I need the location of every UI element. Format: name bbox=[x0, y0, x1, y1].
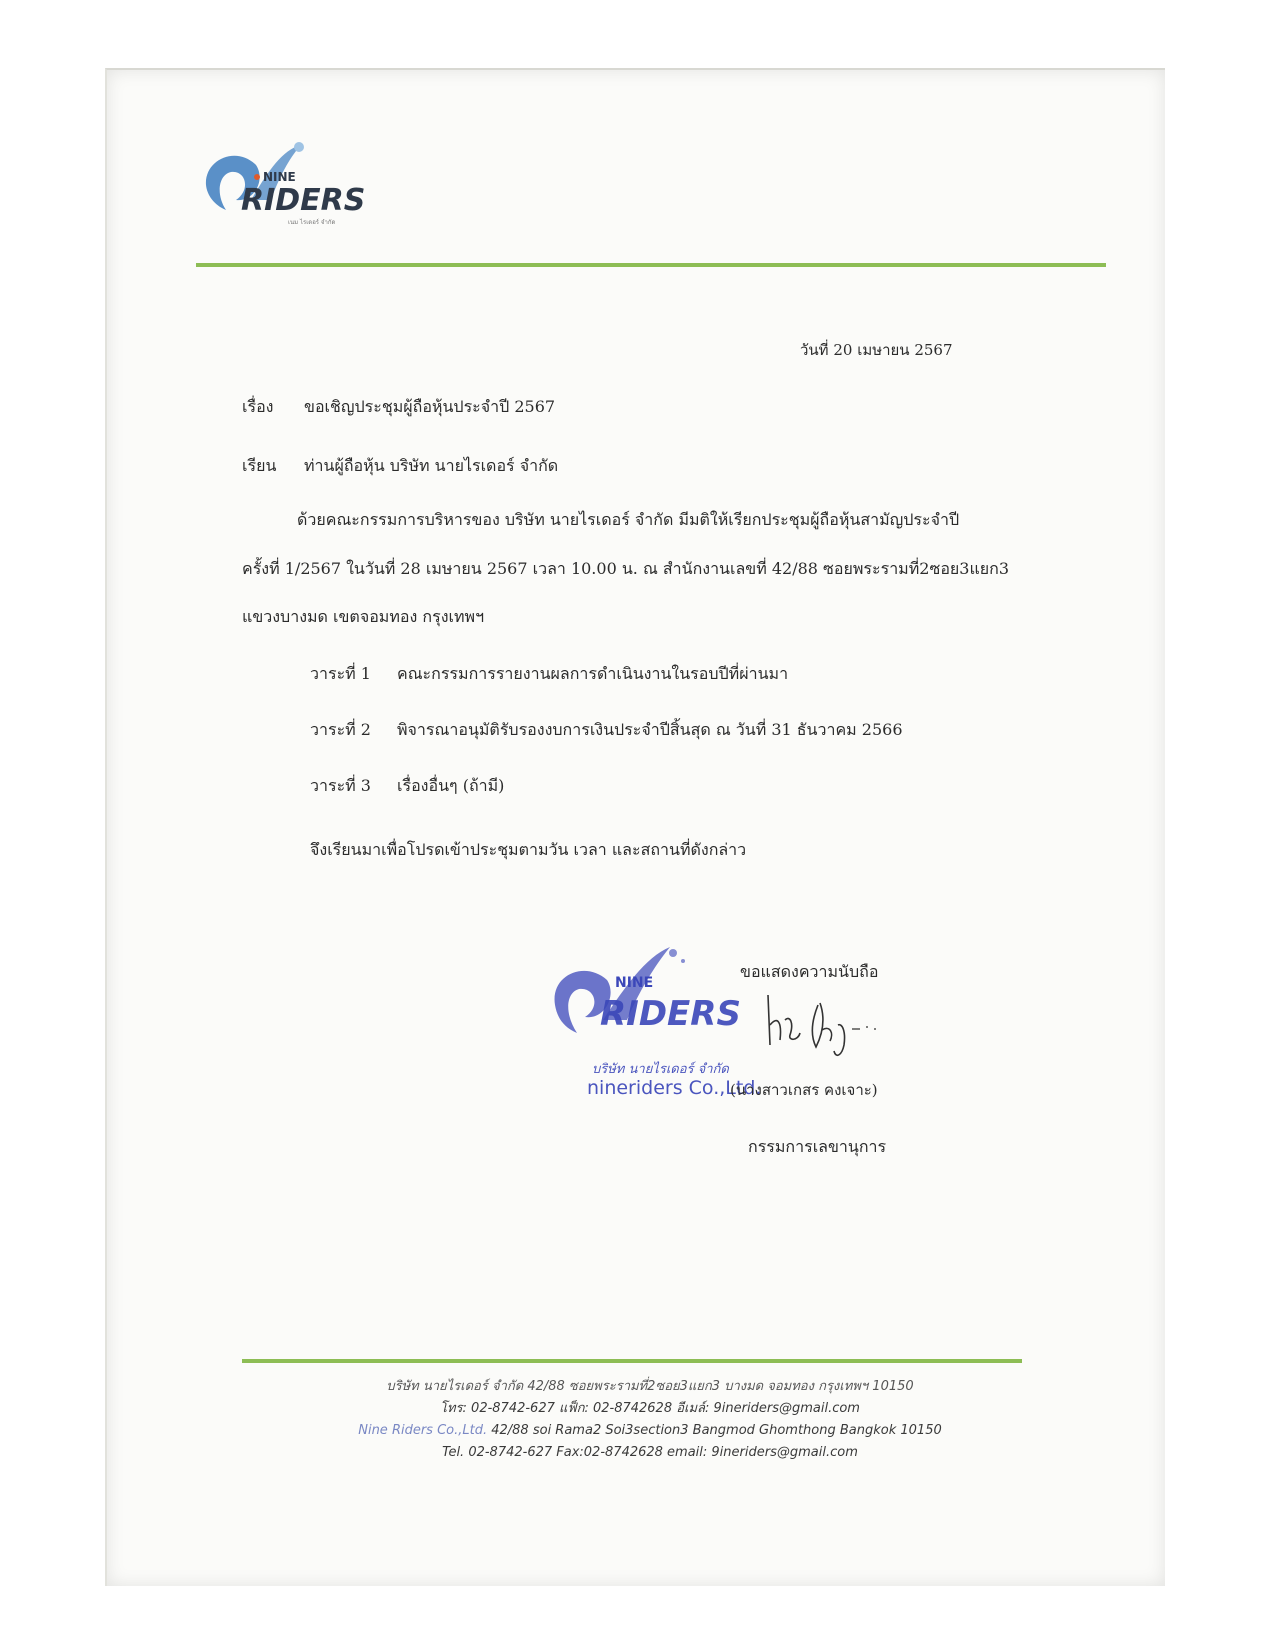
recipient-label: เรียน bbox=[242, 456, 277, 475]
stamp-text-nine: NINE bbox=[615, 975, 654, 991]
footer-thai-contact: โทร: 02-8742-627 แฟ็ก: 02-8742628 อีเมล์: 9ineriders@gmail.com bbox=[440, 1401, 860, 1416]
signer-position: กรรมการเลขานุการ bbox=[748, 1137, 887, 1156]
logo-subtext: เนม ไรเดอร์ จำกัด bbox=[288, 219, 336, 226]
header-divider bbox=[196, 263, 1106, 267]
agenda-item bbox=[310, 774, 504, 799]
recipient-text: ท่านผู้ถือหุ้น บริษัท นายไรเดอร์ จำกัด bbox=[304, 456, 559, 475]
stamp-text-riders: RIDERS bbox=[600, 994, 741, 1034]
footer-address-block bbox=[300, 1376, 1000, 1464]
agenda-number: วาระที่ 2 bbox=[310, 720, 371, 739]
agenda-text: คณะกรรมการรายงานผลการดำเนินงานในรอบปีที่ผ่านมา bbox=[397, 664, 789, 683]
footer-company-name: Nine Riders Co.,Ltd. bbox=[358, 1423, 488, 1438]
stamp-thai-name: บริษัท นายไรเดอร์ จำกัด bbox=[592, 1062, 729, 1077]
footer-english-address bbox=[300, 1420, 1000, 1442]
subject-label: เรื่อง bbox=[242, 397, 274, 416]
signer-name: (นางสาวเกสร คงเจาะ) bbox=[730, 1081, 878, 1099]
subject-text: ขอเชิญประชุมผู้ถือหุ้นประจำปี 2567 bbox=[304, 397, 556, 416]
body-line-1: ด้วยคณะกรรมการบริหารของ บริษัท นายไรเดอร์ จำกัด มีมติให้เรียกประชุมผู้ถือหุ้นสามัญประจำปี bbox=[297, 510, 960, 529]
handwritten-signature bbox=[760, 985, 900, 1065]
footer-english-street: 42/88 soi Rama2 Soi3section3 Bangmod Ghomthong Bangkok 10150 bbox=[487, 1423, 942, 1438]
regards-text: ขอแสดงความนับถือ bbox=[740, 962, 879, 981]
body-line-2: ครั้งที่ 1/2567 ในวันที่ 28 เมษายน 2567 เวลา 10.00 น. ณ สำนักงานเลขที่ 42/88 ซอยพระรามที่2ซอย3แยก3 bbox=[242, 559, 1010, 578]
subject-row bbox=[242, 395, 555, 420]
letter-date: วันที่ 20 เมษายน 2567 bbox=[800, 341, 953, 359]
stamp-english-name: nineriders Co.,Ltd. bbox=[587, 1077, 762, 1099]
agenda-text: พิจารณาอนุมัติรับรองงบการเงินประจำปีสิ้นสุด ณ วันที่ 31 ธันวาคม 2566 bbox=[397, 720, 903, 739]
agenda-number: วาระที่ 3 bbox=[310, 776, 371, 795]
footer-divider bbox=[242, 1359, 1022, 1363]
company-logo bbox=[196, 140, 396, 240]
agenda-item bbox=[310, 718, 903, 743]
recipient-row bbox=[242, 454, 558, 479]
agenda-text: เรื่องอื่นๆ (ถ้ามี) bbox=[397, 776, 505, 795]
footer-thai-address: บริษัท นายไรเดอร์ จำกัด 42/88 ซอยพระรามที่2ซอย3แยก3 บางมด จอมทอง กรุงเทพฯ 10150 bbox=[386, 1379, 914, 1394]
logo-text-nine: NINE bbox=[263, 170, 296, 184]
closing-line: จึงเรียนมาเพื่อโปรดเข้าประชุมตามวัน เวลา และสถานที่ดังกล่าว bbox=[310, 840, 747, 859]
body-line-3: แขวงบางมด เขตจอมทอง กรุงเทพฯ bbox=[242, 607, 485, 626]
agenda-number: วาระที่ 1 bbox=[310, 664, 371, 683]
footer-english-contact: Tel. 02-8742-627 Fax:02-8742628 email: 9ineriders@gmail.com bbox=[442, 1445, 858, 1460]
logo-text-riders: RIDERS bbox=[241, 183, 366, 218]
agenda-item bbox=[310, 662, 788, 687]
